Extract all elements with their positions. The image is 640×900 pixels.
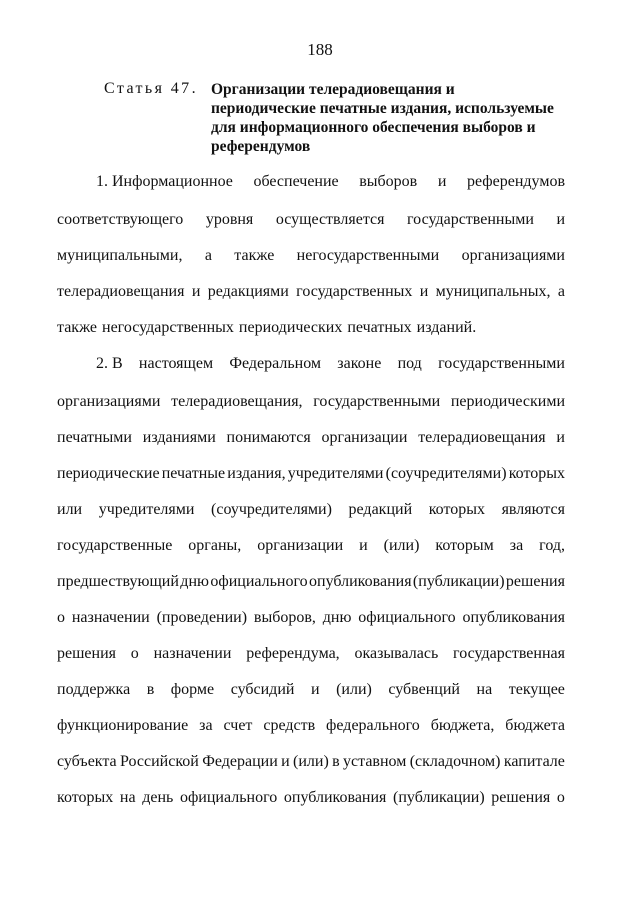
word: о [130, 645, 139, 662]
word: и [281, 753, 290, 770]
text-line [57, 428, 565, 448]
word: также [234, 247, 275, 264]
word: средств [263, 717, 316, 734]
word: предшествующий [57, 573, 179, 590]
word: а [557, 283, 565, 300]
word: понимаются [226, 429, 311, 446]
word: государственных [296, 283, 413, 300]
word: (соучредителями) [385, 465, 507, 482]
word: (публикации) [412, 573, 505, 590]
word: (складочном) [409, 753, 501, 770]
word: организациями [461, 247, 565, 264]
word: дню [180, 573, 209, 590]
text-line [57, 608, 565, 628]
word: бюджета, [430, 717, 495, 734]
word: и [437, 173, 447, 190]
word: уставном [343, 753, 407, 770]
word: негосударственными [296, 247, 440, 264]
word: изданий. [416, 319, 477, 336]
word: также [57, 319, 98, 336]
text-line [57, 752, 565, 772]
word: государственными [313, 393, 441, 410]
word: за [509, 537, 524, 554]
word: организации [257, 537, 344, 554]
word: субъекта [57, 753, 117, 770]
word: решения [57, 645, 117, 662]
word: муниципальных, [435, 283, 551, 300]
text-line [57, 572, 565, 592]
word: печатные [161, 465, 226, 482]
text-line [57, 680, 565, 700]
word: текущее [508, 681, 565, 698]
word: (публикации) [393, 789, 485, 806]
word: периодическими [450, 393, 565, 410]
word: негосударственных [102, 319, 234, 336]
word: назначении [153, 645, 232, 662]
word: назначении [71, 609, 150, 626]
word: телерадиовещания [57, 283, 185, 300]
word: государственная [453, 645, 565, 662]
text-line [57, 644, 565, 664]
word: на [119, 789, 136, 806]
word: о [57, 609, 65, 626]
word: 2. В [96, 355, 123, 372]
text-line [57, 282, 565, 302]
article-title-line: периодические печатные издания, используемые [211, 100, 554, 117]
word: поддержка [57, 681, 131, 698]
word: в [332, 753, 340, 770]
text-line [96, 354, 565, 374]
word: и [359, 537, 368, 554]
word: изданиями [142, 429, 216, 446]
word: за [199, 717, 213, 734]
word: законе [337, 355, 382, 372]
word: которым [435, 537, 494, 554]
article-title-line: для информационного обеспечения выборов и [211, 119, 536, 136]
text-line [57, 246, 565, 266]
word: Российской [120, 753, 199, 770]
word: являются [501, 501, 565, 518]
word: учредителями [287, 465, 384, 482]
word: субсидий [230, 681, 295, 698]
text-line [57, 392, 565, 412]
word: федерального [326, 717, 420, 734]
text-line [57, 210, 565, 230]
word: год, [539, 537, 565, 554]
word: форме [170, 681, 215, 698]
word: или [57, 501, 83, 518]
word: официального [210, 573, 308, 590]
word: дню [322, 609, 352, 626]
word: государственные [57, 537, 173, 554]
word: (или) [293, 753, 329, 770]
word: капитале [503, 753, 565, 770]
word: и [556, 429, 565, 446]
text-line [57, 716, 565, 736]
text-line [57, 464, 565, 484]
word: редакциями [207, 283, 289, 300]
word: учредителями [98, 501, 195, 518]
word: опубликования [462, 609, 565, 626]
text-line [96, 172, 565, 192]
word: счет [223, 717, 253, 734]
word: выборов, [253, 609, 316, 626]
word: референдума, [246, 645, 340, 662]
word: соответствующего [57, 211, 184, 228]
article-title-line: референдумов [211, 138, 311, 155]
word: редакций [348, 501, 413, 518]
word: которых [57, 789, 114, 806]
word: официального [179, 789, 278, 806]
word: бюджета [505, 717, 565, 734]
article-title-line: Организации телерадиовещания и [211, 81, 455, 98]
word: организации [321, 429, 408, 446]
word: официального [358, 609, 456, 626]
word: осуществляется [275, 211, 385, 228]
word: уровня [205, 211, 254, 228]
word: органы, [188, 537, 242, 554]
article-title [211, 80, 554, 156]
word: печатных [347, 319, 412, 336]
word: телерадиовещания, [171, 393, 303, 410]
word: выборов [359, 173, 418, 190]
word: функционирование [57, 717, 189, 734]
word: организациями [57, 393, 161, 410]
word: субвенций [388, 681, 460, 698]
word: в [146, 681, 155, 698]
text-line [57, 536, 565, 556]
word: решения [491, 789, 551, 806]
word: референдумов [466, 173, 565, 190]
word: оказывалась [354, 645, 439, 662]
word: печатными [57, 429, 132, 446]
word: и [310, 681, 320, 698]
word: которых [428, 501, 485, 518]
word: и [191, 283, 201, 300]
word: на [476, 681, 493, 698]
word: и [419, 283, 429, 300]
page-number: 188 [307, 40, 333, 59]
text-line [57, 318, 565, 338]
word: (соучредителями) [211, 501, 332, 518]
word: (или) [383, 537, 420, 554]
word: день [142, 789, 174, 806]
word: периодических [238, 319, 343, 336]
word: телерадиовещания [418, 429, 546, 446]
word: периодические [57, 465, 160, 482]
word: Федерации [202, 753, 278, 770]
word: опубликования [283, 789, 387, 806]
word: а [204, 247, 212, 264]
word: обеспечение [253, 173, 339, 190]
word: которых [508, 465, 565, 482]
word: (или) [336, 681, 372, 698]
word: (проведении) [156, 609, 248, 626]
word: настоящем [138, 355, 214, 372]
word: издания, [227, 465, 286, 482]
word: под [397, 355, 422, 372]
word: и [556, 211, 565, 228]
word: Федеральном [229, 355, 322, 372]
article-label: Статья 47. [104, 80, 198, 97]
text-line [57, 500, 565, 520]
word: 1. Информационное [96, 173, 233, 190]
text-line [57, 788, 565, 808]
word: опубликования [309, 573, 412, 590]
word: о [556, 789, 565, 806]
word: муниципальными, [57, 247, 183, 264]
word: государственными [407, 211, 534, 228]
word: государственными [438, 355, 565, 372]
word: решения [505, 573, 565, 590]
